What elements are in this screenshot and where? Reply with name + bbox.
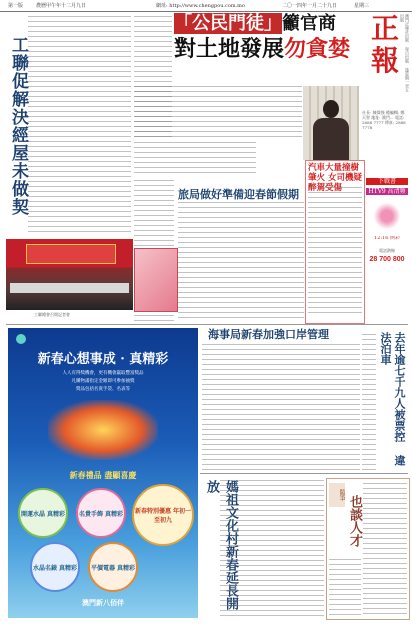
ad-fair-line-3: 獎品包括名貴手袋、名表等	[76, 387, 130, 392]
person-body-icon	[313, 118, 349, 160]
headline-line1-part1: 「公民門徒」	[174, 13, 282, 34]
right-vertical-headline: 去年逾七千九人被票控 違法泊車	[379, 332, 406, 466]
column-title: 也談人才	[347, 495, 362, 547]
column-box	[326, 478, 410, 620]
promo-tag: 下戰書	[366, 178, 408, 185]
lunar-date: 農曆甲午年十二月九日	[36, 3, 87, 9]
car-article	[305, 160, 365, 324]
car-headline: 汽車大量撞樹肇火 女司機疑醉駕受傷	[308, 163, 362, 193]
left-vertical-title: 工聯促解決經屋未做契	[8, 36, 28, 216]
headline-line2	[174, 35, 360, 63]
promo-phone[interactable]: 28 700 800	[369, 256, 405, 263]
parking-text	[362, 334, 376, 470]
ad-fair-line-1: 人人有得獎機會，更有機會贏取豐富獎品	[62, 371, 144, 376]
masthead-small-text: 澳門正報社出版 每日出版 逢星期一至五出版	[400, 14, 410, 92]
website[interactable]: 網址: http://www.chengpou.com.mo	[156, 3, 245, 9]
customs-headline: 海事局新春加強口岸管理	[208, 328, 329, 341]
center-article-text-3	[134, 142, 256, 176]
ad-circle-2: 名貴手飾 真精彩	[76, 488, 126, 538]
ad-circle-3: 新春特別優惠 年初一至初九	[132, 484, 194, 546]
banner-icon	[26, 244, 116, 264]
culture-text	[220, 480, 324, 616]
masthead-address: 社長: 陳偉強 總編輯: 鄭天智 地址: 澳門... 電話: 2888 7777 傳真: 2888 7778	[362, 110, 406, 130]
ad-fair	[8, 328, 198, 618]
ad-fair-stage-icon	[48, 400, 158, 460]
ad-circle-5: 平價電器 真精彩	[88, 542, 138, 592]
car-text	[308, 187, 362, 317]
headline-line2-part1: 對土地發展	[174, 36, 285, 62]
masthead-char-2: 報	[370, 44, 399, 77]
headline	[174, 13, 360, 83]
column-text-1	[363, 483, 407, 615]
column-text-2	[329, 559, 361, 615]
promo-phone-label: 電話熱線	[379, 248, 395, 253]
ad-circle-1: 開運水晶 真精彩	[18, 488, 68, 538]
ad-fair-logo: 澳門新八佰伴	[82, 598, 124, 607]
ad-fair-logo-icon	[16, 334, 26, 344]
header-bar	[0, 0, 412, 12]
right-promo	[366, 178, 408, 296]
masthead-char-1: 正	[370, 12, 399, 45]
ad-circle-4: 水晶名錶 真精彩	[30, 542, 80, 592]
headline-line2-part2: 勿貪婪	[284, 36, 351, 62]
promo-lottery: 12:16 開彩	[374, 236, 400, 241]
divider-lower	[200, 473, 408, 474]
customs-text	[202, 344, 360, 470]
tourism-text	[178, 202, 304, 322]
photo-meeting-caption: 工聯總會召開記者會	[34, 312, 70, 317]
ad-fair-title: 新春心想事成 · 真精彩	[37, 352, 169, 367]
headline-line1-part2: 籲官商	[282, 13, 336, 34]
person-head-icon	[323, 100, 339, 118]
page-label: 第一版	[8, 3, 24, 9]
tourism-headline: 旅局做好準備迎春節假期	[178, 188, 299, 201]
center-article-text-2	[134, 86, 302, 138]
photo-portrait	[303, 86, 359, 160]
left-article-text	[28, 16, 131, 234]
column-label: 隨筆	[329, 483, 345, 507]
issue-date: 二〇一四年一月二十九日	[282, 3, 338, 9]
ad-fair-bottom: 新春禮品 盡顯喜慶	[69, 470, 137, 480]
heart-icon	[374, 202, 400, 230]
divider-mid	[6, 324, 408, 325]
headline-line1	[174, 13, 360, 35]
weekday: 星期三	[354, 3, 370, 9]
culture-vertical-headline: 媽祖文化村新春延長開放	[204, 480, 238, 610]
promo-channel: HTV9 高清頻	[366, 188, 408, 195]
small-ad	[134, 248, 178, 312]
photo-meeting	[6, 239, 133, 310]
table-icon	[10, 283, 129, 293]
ad-fair-line-2: 凡購物滿指定金額即可參加抽獎	[71, 379, 135, 384]
